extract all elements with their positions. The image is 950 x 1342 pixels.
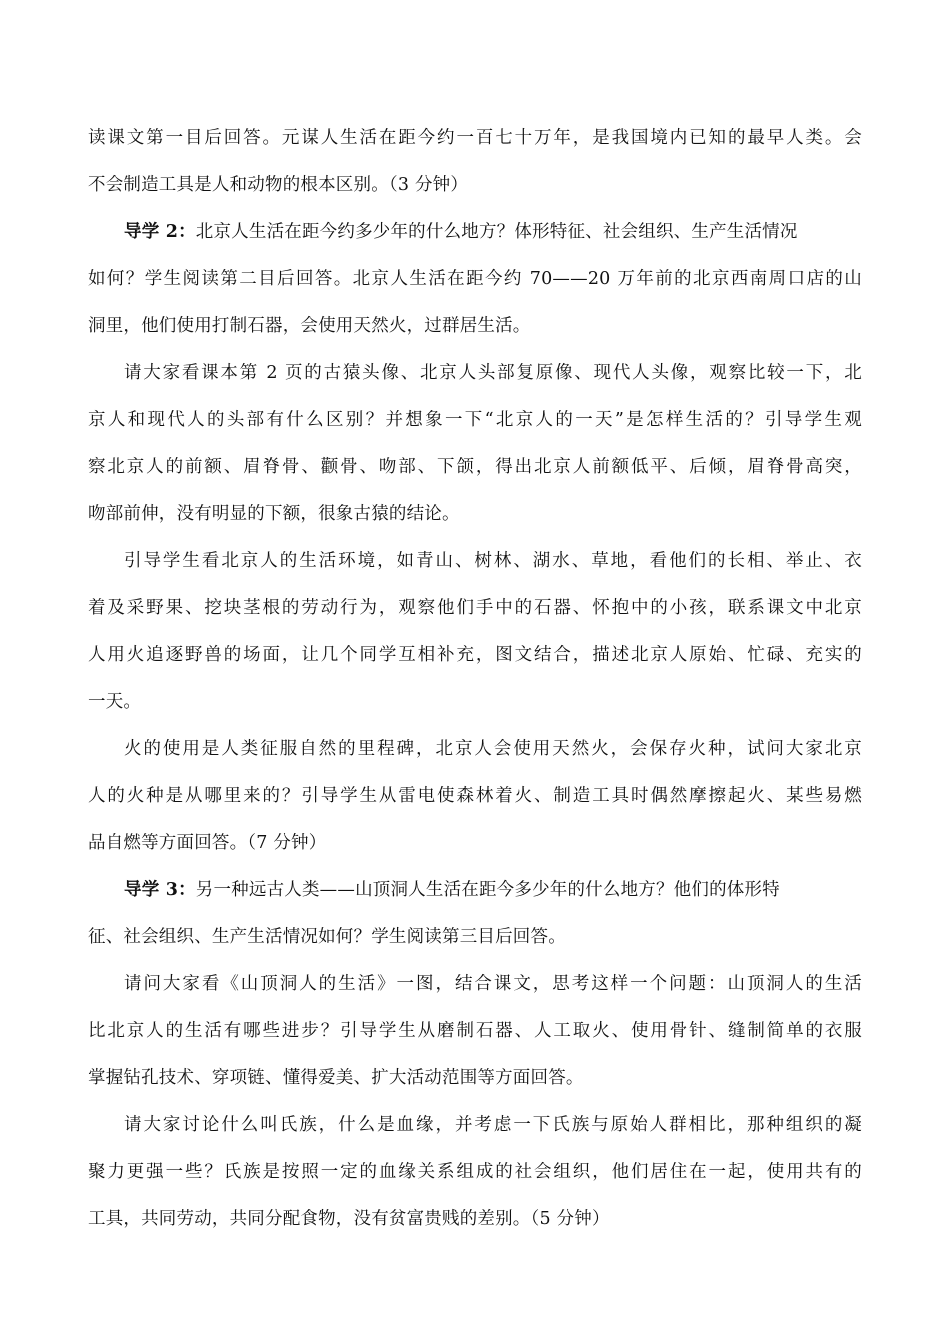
text-line: 请大家看课本第 2 页的古猿头像、北京人头部复原像、现代人头像，观察比较一下，北: [124, 363, 862, 383]
text-line: 如何？学生阅读第二目后回答。北京人生活在距今约 70——20 万年前的北京西南周口店的山: [88, 269, 862, 289]
text-line: 不会制造工具是人和动物的根本区别。（3 分钟）: [88, 175, 469, 195]
text-line: 比北京人的生活有哪些进步？引导学生从磨制石器、人工取火、使用骨针、缝制简单的衣服: [88, 1021, 862, 1041]
text-line: 吻部前伸，没有明显的下额，很象古猿的结论。: [88, 504, 460, 524]
text-line: 引导学生看北京人的生活环境，如青山、树林、湖水、草地，看他们的长相、举止、衣: [124, 551, 862, 571]
text-line: [88, 870, 862, 917]
text-line: 察北京人的前额、眉脊骨、颧骨、吻部、下颌，得出北京人前额低平、后倾，眉脊骨高突，: [88, 457, 862, 477]
text-line: 人的火种是从哪里来的？引导学生从雷电使森林着火、制造工具时偶然摩擦起火、某些易燃: [88, 786, 862, 806]
text-line: 火的使用是人类征服自然的里程碑，北京人会使用天然火，会保存火种，试问大家北京: [124, 739, 862, 759]
text-line: 品自燃等方面回答。（7 分钟）: [88, 833, 327, 853]
paragraph-head-comparison: [88, 353, 862, 541]
text-line: 着及采野果、挖块茎根的劳动行为，观察他们手中的石器、怀抱中的小孩，联系课文中北京: [88, 598, 862, 618]
text-line: 一天。: [88, 692, 142, 712]
text-line: 工具，共同劳动，共同分配食物，没有贫富贵贱的差别。（5 分钟）: [88, 1209, 610, 1229]
text-line: 读课文第一目后回答。元谋人生活在距今约一百七十万年，是我国境内已知的最早人类。会: [88, 128, 862, 148]
text-line: 京人和现代人的头部有什么区别？并想象一下“北京人的一天”是怎样生活的？引导学生观: [88, 410, 862, 430]
text-line-content: 北京人生活在距今约多少年的什么地方？体形特征、社会组织、生产生活情况: [195, 222, 798, 242]
text-line: [88, 212, 862, 259]
paragraph-clan-discussion: [88, 1105, 862, 1246]
text-line: 征、社会组织、生产生活情况如何？学生阅读第三目后回答。: [88, 927, 566, 947]
paragraph-yuanmou-answer: [88, 118, 862, 212]
text-line: 请问大家看《山顶洞人的生活》一图，结合课文，思考这样一个问题：山顶洞人的生活: [124, 974, 862, 994]
guide-label: 导学 2：: [124, 222, 196, 242]
paragraph-living-environment: [88, 541, 862, 729]
paragraph-guide-3: [88, 870, 862, 964]
text-line: 人用火追逐野兽的场面，让几个同学互相补充，图文结合，描述北京人原始、忙碌、充实的: [88, 645, 862, 665]
paragraph-guide-2: [88, 212, 862, 353]
text-line-content: 另一种远古人类——山顶洞人生活在距今多少年的什么地方？他们的体形特: [195, 880, 780, 900]
text-line: 掌握钻孔技术、穿项链、懂得爱美、扩大活动范围等方面回答。: [88, 1068, 584, 1088]
paragraph-upper-cave-progress: [88, 964, 862, 1105]
text-line: 洞里，他们使用打制石器，会使用天然火，过群居生活。: [88, 316, 531, 336]
text-line: 请大家讨论什么叫氏族，什么是血缘，并考虑一下氏族与原始人群相比，那种组织的凝: [124, 1115, 862, 1135]
paragraph-use-of-fire: [88, 729, 862, 870]
text-line: 聚力更强一些？氏族是按照一定的血缘关系组成的社会组织，他们居住在一起，使用共有的: [88, 1162, 862, 1182]
guide-label: 导学 3：: [124, 880, 196, 900]
